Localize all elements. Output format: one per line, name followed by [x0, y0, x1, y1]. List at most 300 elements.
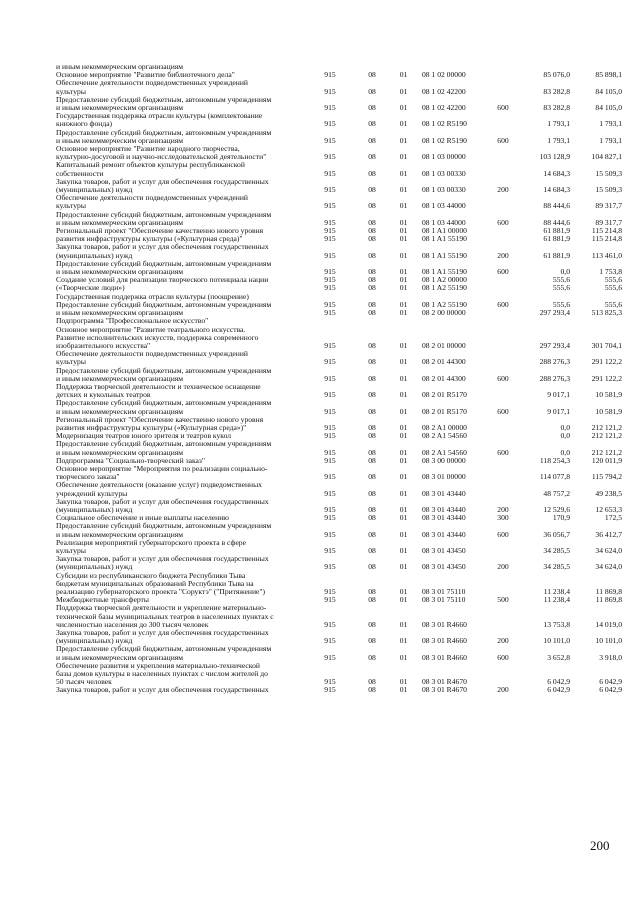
- row-name: Основное мероприятие "Развитие народного творчества, культурно-досуговой и научно-исследовательской деятельности": [56, 144, 267, 162]
- row-target-article: 08 2 01 44300: [422, 357, 466, 367]
- row-sum-year1: 14 684,3: [543, 185, 570, 195]
- row-sum-year1: 555,6: [552, 283, 570, 293]
- row-grbs: 915: [324, 103, 336, 113]
- row-name: Закупка товаров, работ и услуг для обеспечения государственных (муниципальных) нужд: [56, 242, 269, 260]
- row-sum-year2: 555,6: [604, 283, 622, 293]
- row-section: 08: [368, 234, 376, 244]
- table-row: [56, 662, 622, 687]
- row-grbs: 915: [324, 636, 336, 646]
- row-subsection: 01: [399, 185, 408, 195]
- table-row: [56, 645, 622, 661]
- row-sum-year2: 115 214,8: [591, 234, 622, 244]
- row-name: развития инфраструктуры культуры («Культурная среда)": [56, 234, 243, 244]
- row-subsection: 01: [399, 103, 408, 113]
- table-row: [56, 604, 622, 629]
- table-row: [56, 145, 622, 161]
- row-sum-year1: 61 881,9: [543, 250, 570, 260]
- row-name: Обеспечение деятельности (оказание услуг) подведомственных учреждений культуры: [56, 480, 262, 498]
- row-expense-type: 600: [497, 529, 509, 539]
- row-grbs: 915: [324, 357, 336, 367]
- row-section: 08: [368, 283, 376, 293]
- row-subsection: 01: [399, 168, 408, 178]
- row-sum-year2: 11 869,8: [595, 595, 622, 605]
- table-row: [56, 293, 622, 309]
- row-sum-year1: 34 285,5: [543, 545, 570, 555]
- row-grbs: 915: [324, 119, 336, 129]
- row-subsection: 01: [399, 226, 408, 236]
- row-grbs: 915: [324, 152, 336, 162]
- row-target-article: 08 1 A1 55190: [422, 234, 467, 244]
- row-subsection: 01: [399, 472, 408, 482]
- row-name: Субсидии из республиканского бюджета Республики Тыва бюджетам муниципальных образований Республики Тыва на реализацию губернаторского проекта "Соруктэ" ("Притяжение"): [56, 570, 266, 596]
- table-row: [56, 276, 622, 284]
- row-section: 08: [368, 636, 376, 646]
- row-grbs: 915: [324, 299, 336, 309]
- row-name: Предоставление субсидий бюджетным, автономным учреждениям и иным некоммерческим организациям: [56, 94, 272, 113]
- row-sum-year1: 1 793,1: [547, 119, 570, 129]
- row-section: 08: [368, 226, 376, 236]
- row-grbs: 915: [324, 283, 336, 293]
- row-name: Закупка товаров, работ и услуг для обеспечения государственных (муниципальных) нужд: [56, 554, 269, 572]
- row-target-article: 08 3 01 R4660: [422, 652, 467, 662]
- row-subsection: 01: [399, 234, 408, 244]
- row-subsection: 01: [399, 545, 408, 555]
- row-name: Государственная поддержка отрасли культуры (поощрение) Предоставление субсидий бюджетным, автономным учреждениям: [56, 291, 272, 309]
- row-subsection: 01: [399, 447, 408, 457]
- row-name: Предоставление субсидий бюджетным, автономным учреждениям и иным некоммерческим организациям: [56, 258, 272, 277]
- row-section: 08: [368, 455, 376, 465]
- row-grbs: 915: [324, 217, 336, 227]
- row-name: Региональный проект "Обеспечение качественно нового уровня: [56, 226, 264, 236]
- row-target-article: 08 3 01 R4660: [422, 636, 467, 646]
- row-name: Социальное обеспечение и иные выплаты населению: [56, 513, 229, 523]
- row-section: 08: [368, 185, 376, 195]
- table-row: [56, 399, 622, 415]
- row-subsection: 01: [399, 422, 408, 432]
- table-row: [56, 326, 622, 351]
- row-target-article: 08 3 01 00000: [422, 472, 466, 482]
- row-expense-type: 600: [497, 135, 509, 145]
- row-section: 08: [368, 431, 376, 441]
- row-subsection: 01: [399, 201, 408, 211]
- row-sum-year2: 212 121,2: [591, 447, 622, 457]
- row-grbs: 915: [324, 340, 336, 350]
- row-section: 08: [368, 103, 376, 113]
- row-expense-type: 600: [497, 373, 509, 383]
- row-name: Модернизация театров юного зрителя и театров кукол: [56, 431, 232, 441]
- row-target-article: 08 1 03 00000: [422, 152, 466, 162]
- row-grbs: 915: [324, 308, 336, 318]
- row-sum-year2: 89 317,7: [595, 217, 622, 227]
- row-section: 08: [368, 201, 376, 211]
- table-row: [56, 416, 622, 432]
- row-subsection: 01: [399, 431, 408, 441]
- row-sum-year1: 85 076,0: [543, 70, 570, 80]
- row-name: Предоставление субсидий бюджетным, автономным учреждениям и иным некоммерческим организациям: [56, 127, 272, 145]
- row-grbs: 915: [324, 587, 336, 596]
- row-sum-year2: 1 753,8: [599, 267, 622, 277]
- row-name: Предоставление субсидий бюджетным, автономным учреждениям и иным некоммерческим организациям: [56, 521, 272, 539]
- row-subsection: 01: [399, 299, 408, 309]
- row-grbs: 915: [324, 406, 336, 416]
- row-grbs: 915: [324, 595, 336, 605]
- row-name: Капитальный ремонт объектов культуры республиканской собственности: [56, 160, 245, 178]
- row-expense-type: 500: [497, 595, 509, 605]
- row-target-article: 08 3 01 43440: [422, 488, 466, 498]
- row-name: Обеспечение деятельности подведомственных учреждений культуры: [56, 78, 248, 96]
- row-section: 08: [368, 373, 376, 383]
- row-subsection: 01: [399, 504, 408, 514]
- row-target-article: 08 3 01 R4670: [422, 685, 467, 695]
- row-name: Создание условий для реализации творческого потенциала нации: [56, 275, 269, 285]
- row-sum-year2: 115 214,8: [591, 226, 622, 236]
- row-grbs: 915: [324, 504, 336, 514]
- row-sum-year1: 118 254,3: [539, 455, 570, 465]
- row-sum-year1: 0,0: [560, 267, 570, 277]
- row-target-article: 08 1 03 44000: [422, 201, 466, 211]
- row-grbs: 915: [324, 275, 336, 285]
- table-row: [56, 178, 622, 194]
- row-target-article: 08 1 02 42200: [422, 103, 466, 113]
- row-expense-type: 200: [497, 685, 509, 695]
- row-name: Закупка товаров, работ и услуг для обеспечения государственных (муниципальных) нужд: [56, 628, 269, 646]
- row-sum-year1: 34 285,5: [543, 562, 570, 572]
- row-sum-year1: 170,9: [552, 513, 570, 523]
- row-grbs: 915: [324, 373, 336, 383]
- row-sum-year2: 34 624,0: [595, 545, 622, 555]
- row-sum-year2: 555,6: [604, 275, 622, 285]
- row-name: Предоставление субсидий бюджетным, автономным учреждениям и иным некоммерческим организациям: [56, 439, 272, 457]
- row-sum-year2: 1 793,1: [599, 119, 622, 129]
- row-subsection: 01: [399, 70, 408, 80]
- row-target-article: 08 1 03 00330: [422, 168, 466, 178]
- row-name: Поддержка творческой деятельности и укрепление материально- технической базы муниципальных театров в населенных пунктах с численностью населения до 300 тысяч человек: [56, 603, 274, 629]
- row-sum-year1: 36 056,7: [543, 529, 570, 539]
- row-grbs: 915: [324, 529, 336, 539]
- row-name: Предоставление субсидий бюджетным, автономным учреждениям и иным некоммерческим организациям: [56, 209, 272, 227]
- row-target-article: 08 3 01 43450: [422, 545, 466, 555]
- row-target-article: 08 3 01 75110: [422, 595, 466, 605]
- row-name: Обеспечение деятельности подведомственных учреждений культуры: [56, 349, 248, 367]
- row-target-article: 08 3 01 R4660: [422, 619, 467, 629]
- row-expense-type: 200: [497, 636, 509, 646]
- table-row: [56, 686, 622, 694]
- row-grbs: 915: [324, 455, 336, 465]
- row-section: 08: [368, 562, 376, 572]
- row-expense-type: 600: [497, 652, 509, 662]
- row-name: Основное мероприятие "Развитие театрального искусства. Развитие исполнительских искусств, поддержка современного изобразительного искусства": [56, 324, 259, 350]
- row-name: Обеспечение деятельности подведомственных учреждений культуры: [56, 193, 248, 211]
- row-section: 08: [368, 652, 376, 662]
- row-section: 08: [368, 406, 376, 416]
- row-sum-year1: 88 444,6: [543, 217, 570, 227]
- row-target-article: 08 1 03 44000: [422, 217, 466, 227]
- row-sum-year1: 11 238,4: [543, 595, 570, 605]
- row-sum-year2: 36 412,7: [595, 529, 622, 539]
- row-section: 08: [368, 422, 376, 432]
- table-row: [56, 350, 622, 366]
- row-sum-year2: 6 042,9: [599, 677, 622, 687]
- row-section: 08: [368, 340, 376, 350]
- row-sum-year1: 83 282,8: [543, 86, 570, 96]
- row-grbs: 915: [324, 562, 336, 572]
- row-sum-year1: 3 652,8: [547, 652, 570, 662]
- row-grbs: 915: [324, 226, 336, 236]
- row-grbs: 915: [324, 185, 336, 195]
- row-target-article: 08 1 A1 00000: [422, 226, 467, 236]
- row-name: Закупка товаров, работ и услуг для обеспечения государственных (муниципальных) нужд: [56, 176, 269, 195]
- row-grbs: 915: [324, 168, 336, 178]
- row-sum-year1: 9 017,1: [547, 406, 570, 416]
- row-sum-year1: 9 017,1: [547, 390, 570, 400]
- table-row: [56, 79, 622, 95]
- table-row: [56, 522, 622, 538]
- row-name: Закупка товаров, работ и услуг для обеспечения государственных: [56, 685, 269, 695]
- row-sum-year2: 212 121,2: [591, 422, 622, 432]
- row-target-article: 08 3 01 43440: [422, 529, 466, 539]
- row-name: Предоставление субсидий бюджетным, автономным учреждениям и иным некоммерческим организациям: [56, 398, 272, 416]
- row-name: Подпрограмма "Профессиональное искусство": [56, 316, 209, 326]
- table-row: [56, 629, 622, 645]
- row-grbs: 915: [324, 685, 336, 695]
- row-target-article: 08 2 00 00000: [422, 308, 466, 318]
- row-target-article: 08 1 A1 55190: [422, 250, 467, 260]
- row-target-article: 08 1 03 00330: [422, 185, 466, 195]
- row-sum-year1: 0,0: [560, 447, 570, 457]
- table-row: [56, 161, 622, 177]
- row-subsection: 01: [399, 373, 408, 383]
- row-target-article: 08 3 00 00000: [422, 455, 466, 465]
- row-sum-year2: 14 019,0: [595, 619, 622, 629]
- row-sum-year1: 48 757,2: [543, 488, 570, 498]
- row-sum-year2: 84 105,0: [595, 86, 622, 96]
- row-target-article: 08 1 A2 55190: [422, 283, 467, 293]
- row-section: 08: [368, 447, 376, 457]
- row-sum-year1: 297 293,4: [539, 308, 570, 318]
- row-section: 08: [368, 390, 376, 400]
- row-grbs: 915: [324, 201, 336, 211]
- row-name: («Творческие люди»): [56, 283, 125, 293]
- row-sum-year2: 10 581,9: [595, 390, 622, 400]
- row-sum-year2: 10 101,0: [595, 636, 622, 646]
- row-sum-year1: 288 276,3: [539, 357, 570, 367]
- row-expense-type: 600: [497, 447, 509, 457]
- row-subsection: 01: [399, 677, 408, 687]
- row-section: 08: [368, 86, 376, 96]
- row-expense-type: 600: [497, 299, 509, 309]
- row-target-article: 08 3 01 43440: [422, 513, 466, 523]
- row-sum-year2: 12 653,3: [595, 504, 622, 514]
- row-sum-year2: 115 794,2: [591, 472, 622, 482]
- row-subsection: 01: [399, 283, 408, 293]
- row-sum-year2: 89 317,7: [595, 201, 622, 211]
- row-subsection: 01: [399, 406, 408, 416]
- row-subsection: 01: [399, 340, 408, 350]
- row-grbs: 915: [324, 250, 336, 260]
- budget-table: [56, 63, 622, 695]
- row-subsection: 01: [399, 619, 408, 629]
- row-subsection: 01: [399, 529, 408, 539]
- table-row: [56, 243, 622, 259]
- row-grbs: 915: [324, 234, 336, 244]
- row-name: Государственная поддержка отрасли культуры (комплектование книжного фонда): [56, 111, 263, 129]
- row-sum-year1: 12 529,6: [543, 504, 570, 514]
- row-subsection: 01: [399, 455, 408, 465]
- row-name: Поддержка творческой деятельности и техническое оснащение детских и кукольных театров: [56, 381, 261, 400]
- row-expense-type: 200: [497, 504, 509, 514]
- row-sum-year2: 15 509,3: [595, 185, 622, 195]
- row-subsection: 01: [399, 636, 408, 646]
- row-sum-year1: 103 128,9: [539, 152, 570, 162]
- row-sum-year2: 555,6: [604, 299, 622, 309]
- row-target-article: 08 1 02 R5190: [422, 135, 467, 145]
- row-grbs: 915: [324, 390, 336, 400]
- row-subsection: 01: [399, 652, 408, 662]
- row-sum-year1: 555,6: [552, 275, 570, 285]
- row-name: Реализация мероприятий губернаторского проекта в сфере культуры: [56, 537, 246, 555]
- row-target-article: 08 2 A1 54560: [422, 431, 467, 441]
- row-subsection: 01: [399, 513, 408, 523]
- row-section: 08: [368, 587, 376, 596]
- row-sum-year1: 114 077,8: [539, 472, 570, 482]
- row-sum-year2: 10 581,9: [595, 406, 622, 416]
- row-sum-year2: 85 898,1: [595, 70, 622, 80]
- row-sum-year2: 6 042,9: [599, 685, 622, 695]
- table-row: [56, 129, 622, 145]
- row-subsection: 01: [399, 152, 408, 162]
- row-sum-year2: 84 105,0: [595, 103, 622, 113]
- row-grbs: 915: [324, 447, 336, 457]
- row-sum-year1: 288 276,3: [539, 373, 570, 383]
- row-target-article: 08 2 A1 00000: [422, 422, 467, 432]
- row-target-article: 08 2 01 R5170: [422, 390, 467, 400]
- row-section: 08: [368, 545, 376, 555]
- row-section: 08: [368, 250, 376, 260]
- row-expense-type: 600: [497, 267, 509, 277]
- table-row: [56, 498, 622, 514]
- row-section: 08: [368, 299, 376, 309]
- row-name: Предоставление субсидий бюджетным, автономным учреждениям и иным некоммерческим организациям: [56, 644, 272, 662]
- row-section: 08: [368, 135, 376, 145]
- row-grbs: 915: [324, 513, 336, 523]
- row-name: Обеспечение развития и укрепления материально-технической базы домов культуры в населенных пунктах с числом жителей до 50 тысяч человек: [56, 660, 268, 687]
- row-target-article: 08 2 01 44300: [422, 373, 466, 383]
- row-sum-year2: 113 461,0: [591, 250, 622, 260]
- row-section: 08: [368, 504, 376, 514]
- row-grbs: 915: [324, 545, 336, 555]
- row-section: 08: [368, 677, 376, 687]
- row-subsection: 01: [399, 488, 408, 498]
- row-name: Закупка товаров, работ и услуг для обеспечения государственных (муниципальных) нужд: [56, 496, 269, 514]
- table-row: [56, 539, 622, 555]
- row-sum-year1: 11 238,4: [543, 587, 570, 596]
- row-sum-year1: 13 753,8: [543, 619, 570, 629]
- row-target-article: 08 1 A1 55190: [422, 267, 467, 277]
- row-section: 08: [368, 595, 376, 605]
- row-target-article: 08 3 01 75110: [422, 587, 466, 596]
- row-section: 08: [368, 119, 376, 129]
- row-sum-year1: 6 042,9: [547, 685, 570, 695]
- row-section: 08: [368, 357, 376, 367]
- row-name: Подпрограмма "Социально-творческий заказ": [56, 455, 205, 465]
- row-sum-year2: 172,5: [604, 513, 622, 523]
- row-target-article: 08 2 01 00000: [422, 340, 466, 350]
- row-target-article: 08 3 01 43450: [422, 562, 466, 572]
- table-row: [56, 481, 622, 497]
- row-section: 08: [368, 275, 376, 285]
- row-sum-year2: 291 122,2: [591, 357, 622, 367]
- row-subsection: 01: [399, 357, 408, 367]
- row-sum-year1: 61 881,9: [543, 234, 570, 244]
- row-subsection: 01: [399, 217, 408, 227]
- row-section: 08: [368, 488, 376, 498]
- row-expense-type: 300: [497, 513, 509, 523]
- row-sum-year1: 83 282,8: [543, 103, 570, 113]
- row-subsection: 01: [399, 119, 408, 129]
- row-sum-year2: 1 793,1: [599, 135, 622, 145]
- table-row: [56, 572, 622, 597]
- table-row: [56, 465, 622, 481]
- row-grbs: 915: [324, 652, 336, 662]
- row-subsection: 01: [399, 308, 408, 318]
- row-section: 08: [368, 529, 376, 539]
- row-target-article: 08 1 02 42200: [422, 86, 466, 96]
- row-expense-type: 600: [497, 103, 509, 113]
- row-sum-year1: 555,6: [552, 299, 570, 309]
- table-row: [56, 96, 622, 112]
- table-row: [56, 555, 622, 571]
- row-sum-year2: 212 121,2: [591, 431, 622, 441]
- row-target-article: 08 1 A2 55190: [422, 299, 467, 309]
- row-expense-type: 200: [497, 562, 509, 572]
- row-section: 08: [368, 267, 376, 277]
- row-name: Основное мероприятие "Развитие библиотечного дела": [56, 70, 235, 80]
- row-subsection: 01: [399, 562, 408, 572]
- row-grbs: 915: [324, 472, 336, 482]
- row-sum-year1: 14 684,3: [543, 168, 570, 178]
- row-sum-year2: 34 624,0: [595, 562, 622, 572]
- row-name: и иным некоммерческим организациям: [56, 62, 184, 71]
- row-subsection: 01: [399, 267, 408, 277]
- row-section: 08: [368, 513, 376, 523]
- row-target-article: 08 2 A1 54560: [422, 447, 467, 457]
- row-sum-year1: 88 444,6: [543, 201, 570, 211]
- row-expense-type: 600: [497, 406, 509, 416]
- row-sum-year1: 1 793,1: [547, 135, 570, 145]
- page-number: 200: [590, 838, 610, 853]
- row-subsection: 01: [399, 390, 408, 400]
- row-grbs: 915: [324, 431, 336, 441]
- row-sum-year2: 513 825,3: [591, 308, 622, 318]
- row-subsection: 01: [399, 587, 408, 596]
- table-row: [56, 112, 622, 128]
- table-row: [56, 194, 622, 210]
- row-sum-year1: 0,0: [560, 422, 570, 432]
- row-name: и иным некоммерческим организациям: [56, 308, 184, 318]
- row-section: 08: [368, 70, 376, 80]
- row-section: 08: [368, 168, 376, 178]
- row-name: Межбюджетные трансферты: [56, 595, 149, 605]
- row-sum-year2: 3 918,0: [599, 652, 622, 662]
- row-subsection: 01: [399, 685, 408, 695]
- row-target-article: 08 3 01 R4670: [422, 677, 467, 687]
- table-row: [56, 383, 622, 399]
- row-name: Основное мероприятие "Мероприятия по реализации социально- творческого заказа": [56, 463, 268, 482]
- row-sum-year2: 11 869,8: [595, 587, 622, 596]
- row-sum-year1: 297 293,4: [539, 340, 570, 350]
- row-subsection: 01: [399, 595, 408, 605]
- table-row: [56, 367, 622, 383]
